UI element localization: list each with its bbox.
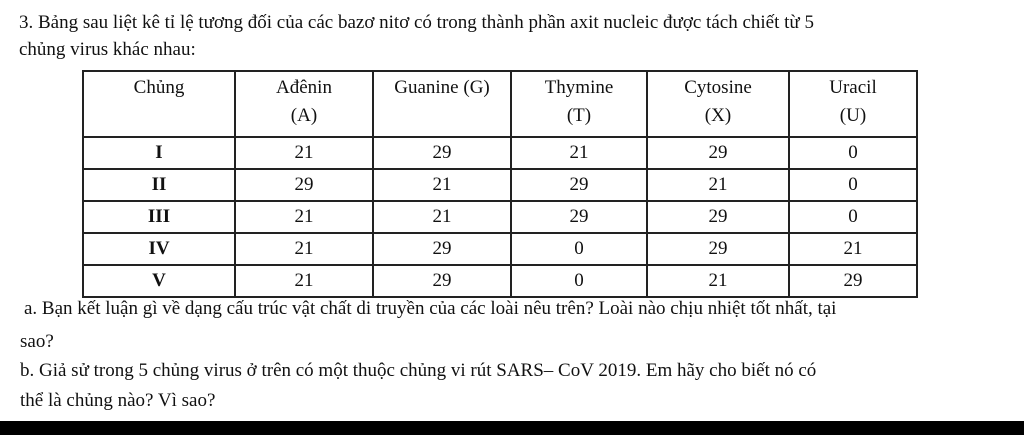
table-row: [83, 169, 917, 201]
table-cell: 21: [235, 265, 373, 297]
table-cell: 29: [511, 201, 647, 233]
strain-name: III: [83, 201, 235, 233]
table-row: [83, 137, 917, 169]
table-cell: 21: [647, 265, 789, 297]
table-row: [83, 233, 917, 265]
table-cell: 21: [373, 169, 511, 201]
table-cell: 0: [789, 137, 917, 169]
header-cytosine: Cytosine (X): [647, 71, 789, 137]
strain-name: V: [83, 265, 235, 297]
bottom-black-bar: [0, 421, 1024, 435]
strain-name: II: [83, 169, 235, 201]
table-cell: 0: [789, 201, 917, 233]
table-cell: 29: [647, 137, 789, 169]
part-a-line-2: sao?: [20, 331, 54, 352]
part-b-line-1: b. Giả sử trong 5 chủng virus ở trên có một thuộc chủng vi rút SARS– CoV 2019. Em hãy cho biết nó có: [20, 360, 817, 381]
header-strain: Chủng: [83, 71, 235, 137]
part-b-line-2: thể là chủng nào? Vì sao?: [20, 390, 216, 411]
question-intro-line-2: chủng virus khác nhau:: [19, 39, 196, 60]
table-cell: 29: [373, 233, 511, 265]
table-cell: 29: [511, 169, 647, 201]
base-ratio-table: [82, 70, 918, 298]
header-adenine: Ađênin (A): [235, 71, 373, 137]
header-uracil: Uracil (U): [789, 71, 917, 137]
table-cell: 29: [647, 233, 789, 265]
table-cell: 21: [511, 137, 647, 169]
table-row: [83, 265, 917, 297]
strain-name: I: [83, 137, 235, 169]
table-cell: 21: [235, 137, 373, 169]
part-a-line-1: a. Bạn kết luận gì về dạng cấu trúc vật chất di truyền của các loài nêu trên? Loài nào chịu nhiệt tốt nhất, tại: [24, 298, 837, 319]
table-cell: 29: [789, 265, 917, 297]
header-guanine: Guanine (G): [373, 71, 511, 137]
table-cell: 0: [511, 233, 647, 265]
table-cell: 0: [511, 265, 647, 297]
header-thymine: Thymine (T): [511, 71, 647, 137]
table-cell: 21: [235, 201, 373, 233]
table-cell: 29: [373, 137, 511, 169]
table-cell: 0: [789, 169, 917, 201]
question-intro-line-1: 3. Bảng sau liệt kê tỉ lệ tương đối của các bazơ nitơ có trong thành phần axit nucleic được tách chiết từ 5: [19, 12, 814, 33]
table-cell: 21: [373, 201, 511, 233]
table-header-row: [83, 71, 917, 137]
table-row: [83, 201, 917, 233]
strain-name: IV: [83, 233, 235, 265]
table-cell: 29: [373, 265, 511, 297]
table-cell: 29: [235, 169, 373, 201]
table-cell: 21: [235, 233, 373, 265]
table-cell: 21: [789, 233, 917, 265]
table-cell: 21: [647, 169, 789, 201]
table-cell: 29: [647, 201, 789, 233]
